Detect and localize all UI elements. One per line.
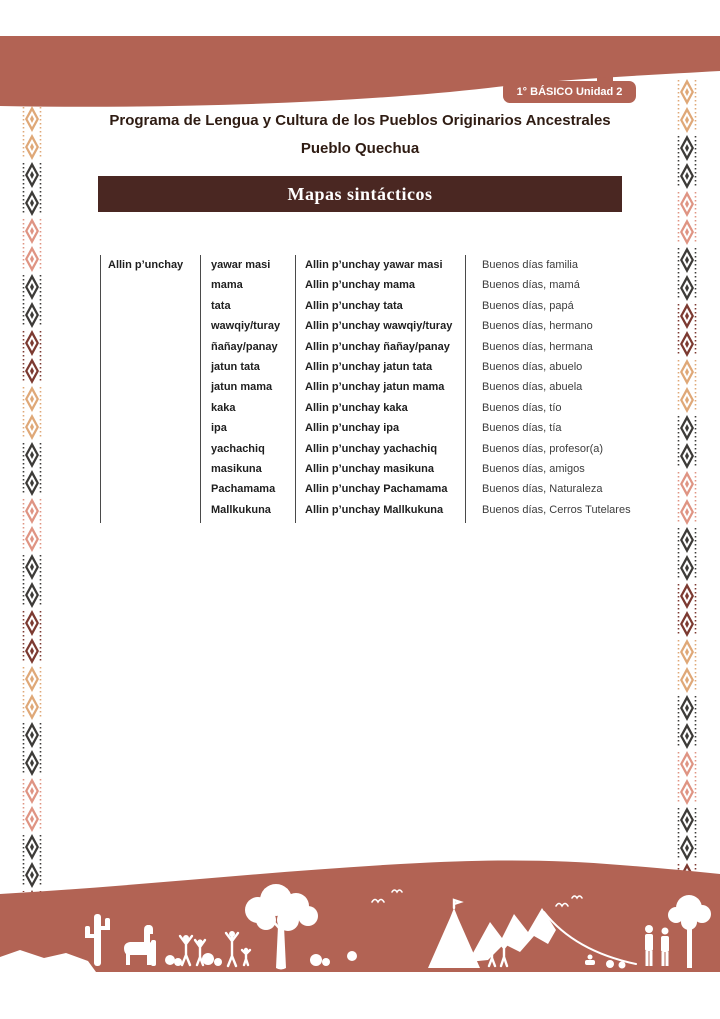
program-title: Programa de Lengua y Cultura de los Pueblos Originarios Ancestrales [109, 112, 611, 129]
right-textile-border [677, 78, 697, 872]
bottom-landscape-band [0, 858, 720, 978]
column-greeting [100, 255, 200, 523]
column-family-words: yawar masi mama tata wawqiy/turay ñañay/panay jatun tata jatun mama kaka ipa yachachiq masikuna Pachamama Mallkukuna [200, 255, 295, 523]
column-spanish-translations: Buenos días familia Buenos días, mamá Buenos días, papá Buenos días, hermano Buenos días, hermana Buenos días, abuelo Buenos días, abuela Buenos días, tío Buenos días, tía Buenos días, profesor(a) Buenos días, amigos Buenos días, Naturaleza Buenos días, Cerros Tutelares [465, 255, 625, 523]
column-quechua-phrases: Allin p’unchay yawar masi Allin p’unchay mama Allin p’unchay tata Allin p’unchay wawqiy/turay Allin p’unchay ñañay/panay Allin p’unchay jatun tata Allin p’unchay jatun mama Allin p’unchay kaka Allin p’unchay ipa Allin p’unchay yachachiq Allin p’unchay masikuna Allin p’unchay Pachamama Allin p’unchay Mallkukuna [295, 255, 465, 523]
section-banner: Mapas sintácticos [98, 176, 622, 212]
syntax-map-table [100, 255, 631, 523]
program-subtitle: Pueblo Quechua [300, 140, 420, 157]
cactus-icon [94, 914, 101, 966]
unit-badge: 1° BÁSICO Unidad 2 [503, 81, 636, 103]
left-textile-border [22, 105, 42, 892]
greeting-word: Allin p’unchay [108, 259, 184, 271]
